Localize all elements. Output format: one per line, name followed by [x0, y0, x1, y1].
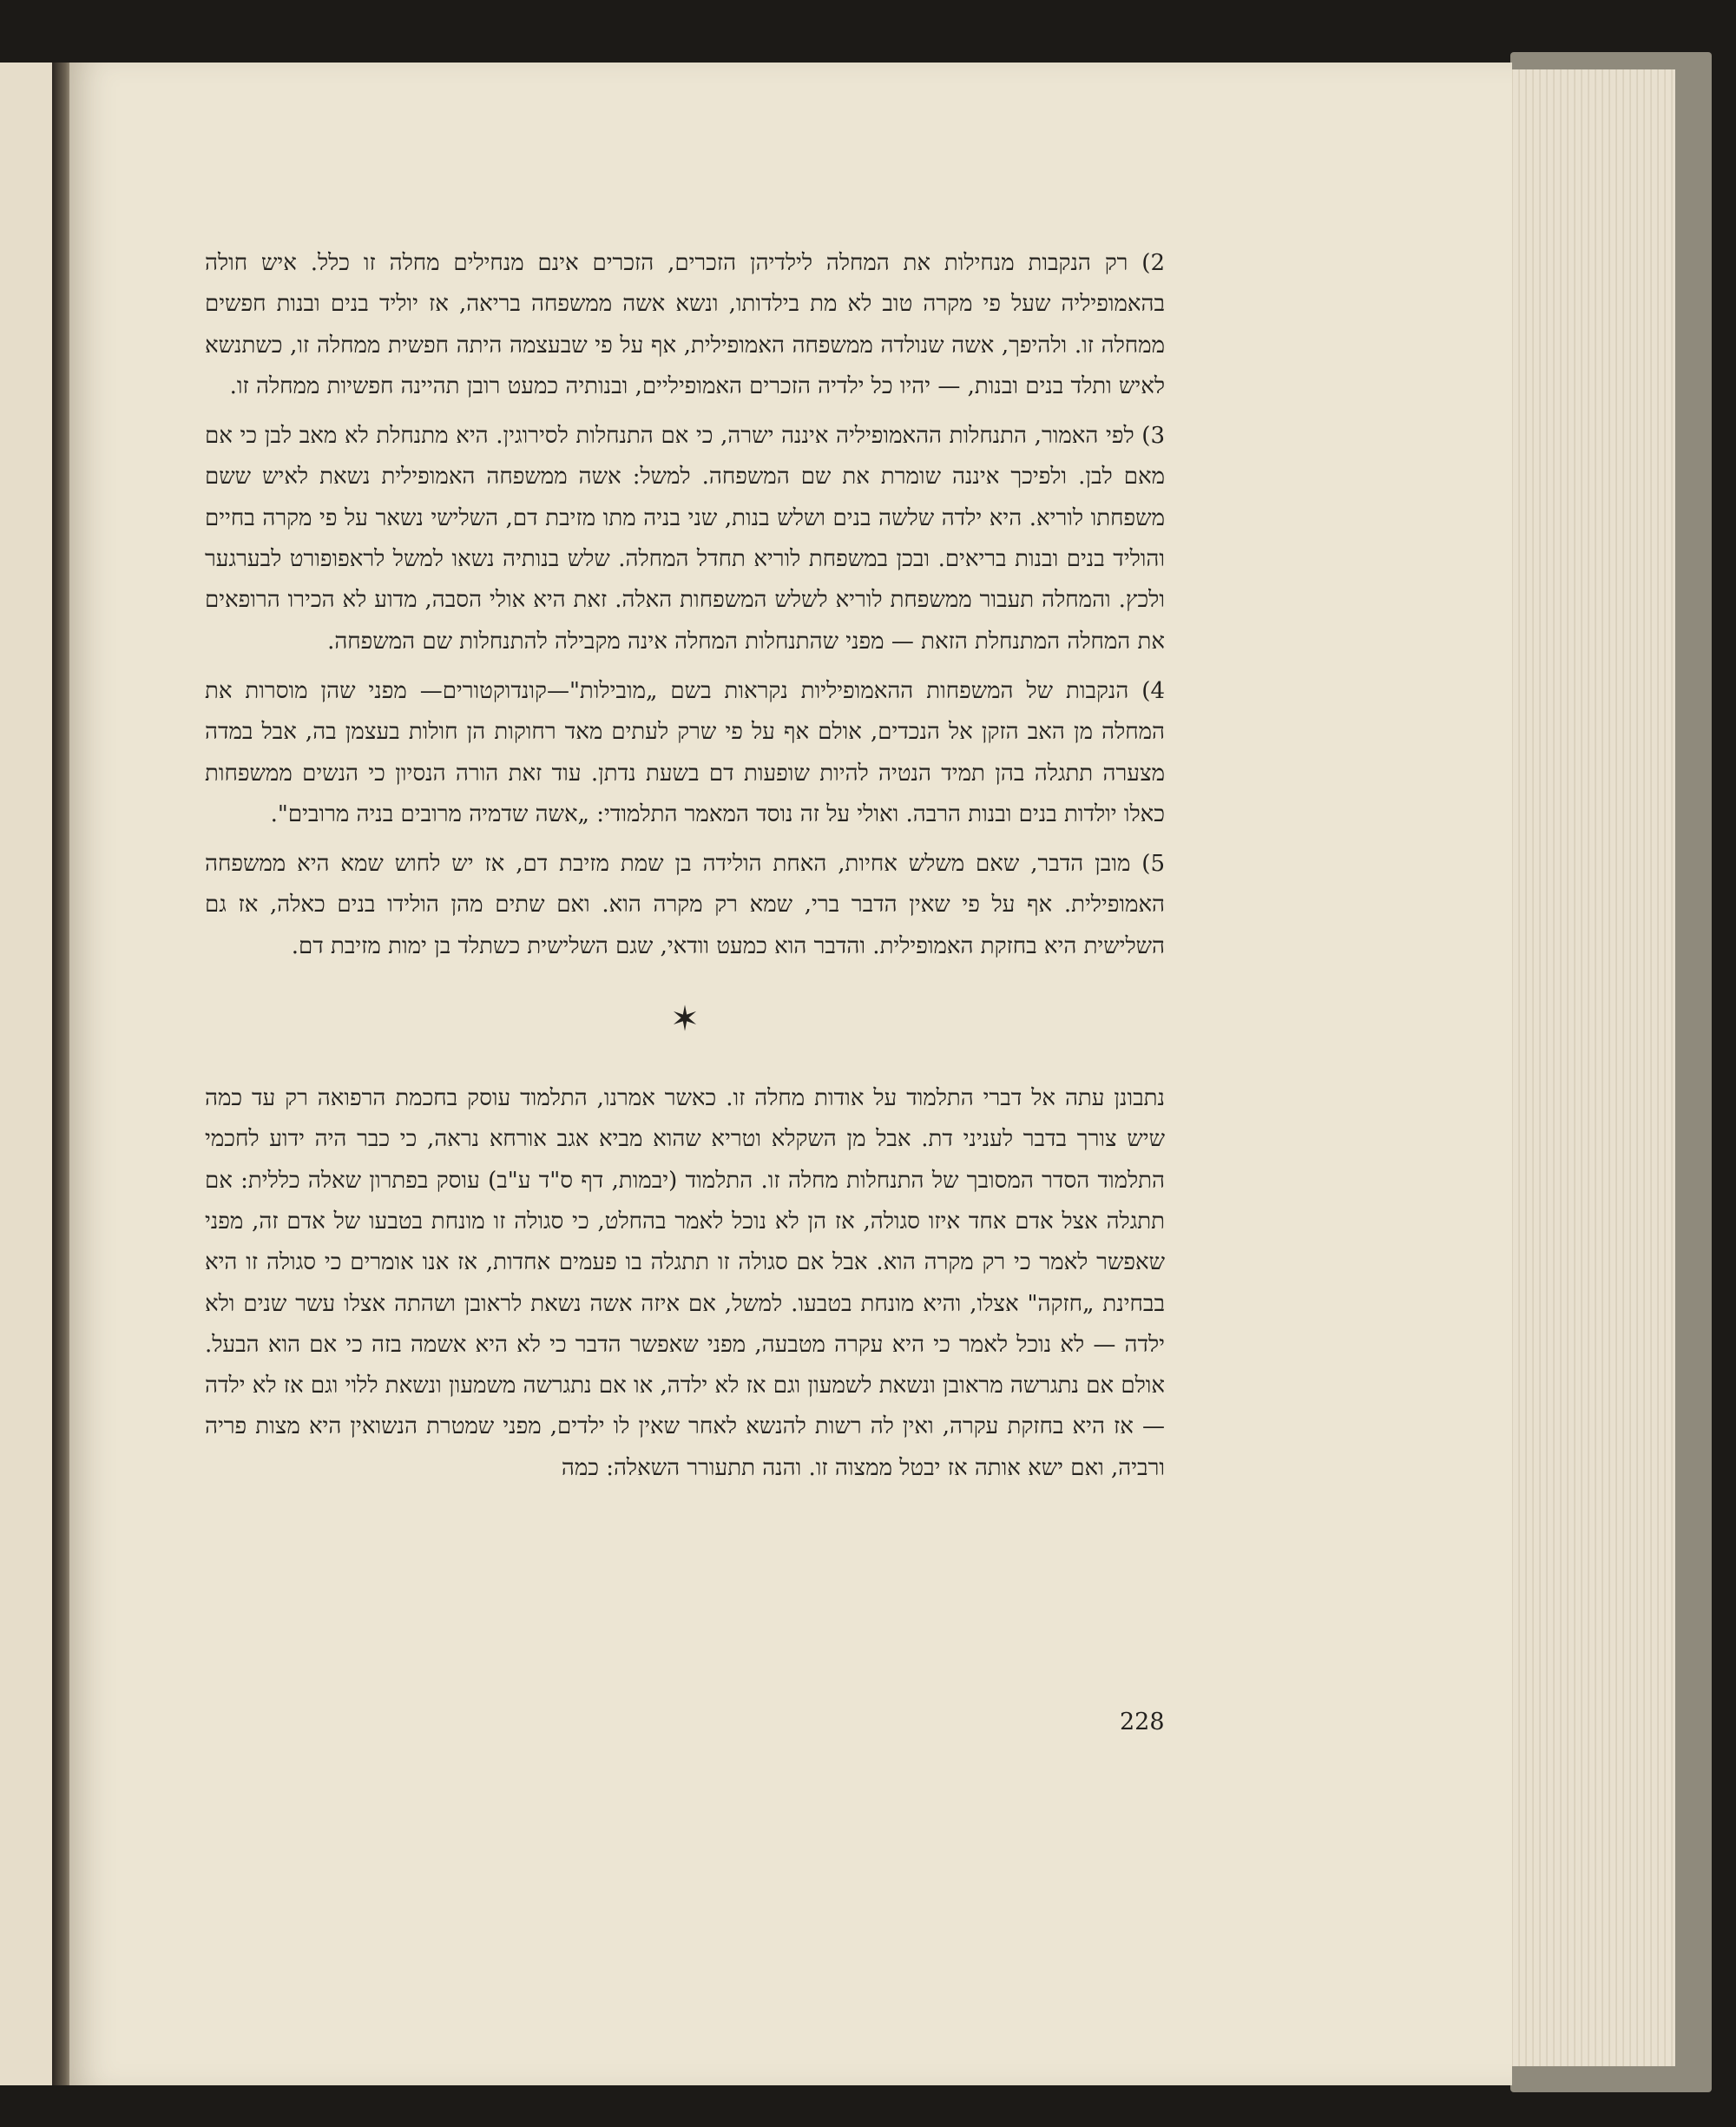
- paragraph-3: 3) לפי האמור, התנחלות ההאמופיליה איננה ישרה, כי אם התנחלות לסירוגין. היא מתנחלת לא מאב לבן כי אם מאם לבן. ולפיכך איננה שומרת את שם המשפחה. למשל: אשה ממשפחה האמופילית נשאת לאיש ששם משפחתו לוריא. היא ילדה שלשה בנים ושלש בנות, שני בניה מתו מזיבת דם, השלישי נשאר על פי מקרה בחיים והוליד בנים ובנות בריאים. ובכן במשפחת לוריא תחדל המחלה. שלש בנותיה נשאו למשל לראפופורט לבערגער ולכץ. והמחלה תעבור ממשפחת לוריא לשלש המשפחות האלה. זאת היא אולי הסבה, מדוע לא הכירו הרופאים את המחלה המתנחלת הזאת — מפני שהתנחלות המחלה אינה מקבילה להתנחלות שם המשפחה.: [205, 423, 1165, 655]
- paragraph-talmud: נתבונן עתה אל דברי התלמוד על אודות מחלה זו. כאשר אמרנו, התלמוד עוסק בחכמת הרפואה רק עד כמה שיש צורך בדבר לעניני דת. אבל מן השקלא וטריא שהוא מביא אגב אורחא נראה, כי כבר היה ידוע לחכמי התלמוד הסדר המסובך של התנחלות מחלה זו. התלמוד (יבמות, דף ס"ד ע"ב) עוסק בפתרון שאלה כללית: אם תתגלה אצל אדם אחד איזו סגולה, אז הן לא נוכל לאמר בהחלט, כי סגולה זו מונחת בטבעו של אדם זה, מפני שאפשר לאמר כי רק מקרה הוא. אבל אם סגולה זו תתגלה בו פעמים אחדות, אז אנו אומרים כי סגולה זו היא בבחינת „חזקה" אצלו, והיא מונחת בטבעו. למשל, אם איזה אשה נשאת לראובן ושהתה אצלו עשר שנים ולא ילדה — לא נוכל לאמר כי היא עקרה מטבעה, מפני שאפשר הדבר כי לא היא אשמה בזה כי אם הוא הבעל. אולם אם נתגרשה מראובן ונשאת לשמעון וגם אז לא ילדה, או אם נתגרשה משמעון ונשאת ללוי וגם אז לא ילדה — אז היא בחזקת עקרה, ואין לה רשות להנשא לאחר שאין לו ילדים, מפני שמטרת הנשואין היא מצות פריה ורביה, ואם ישא אותה אז יבטל ממצוה זו. והנה תתעורר השאלה: כמה: [205, 1085, 1165, 1481]
- page-edges: [1493, 69, 1675, 2066]
- paragraph-4: 4) הנקבות של המשפחות ההאמופיליות נקראות בשם „מובילות"—קונדוקטורים— מפני שהן מוסרות את המחלה מן האב הזקן אל הנכדים, אולם אף על פי שרק לעתים מאד רחוקות הן חולות בעצמן בה, אבל במדה מצערה תתגלה בהן תמיד הנטיה להיות שופעות דם בשעת נדתן. עוד זאת הורה הנסיון כי הנשים ממשפחות כאלו יולדות בנים ובנות הרבה. ואולי על זה נוסד המאמר התלמודי: „אשה שדמיה מרובים בניה מרובים".: [205, 677, 1165, 827]
- paragraph-2: 2) רק הנקבות מנחילות את המחלה לילדיהן הזכרים, הזכרים אינם מנחילים מחלה זו כלל. איש חולה בהאמופיליה שעל פי מקרה טוב לא מת בילדותו, ונשא אשה ממשפחה בריאה, אז יוליד בנים ובנות חפשים ממחלה זו. ולהיפך, אשה שנולדה ממשפחה האמופילית, אף על פי שבעצמה היתה חפשית ממחלה זו, כשתנשא לאיש ותלד בנים ובנות, — יהיו כל ילדיה הזכרים האמופיליים, ובנותיה כמעט רובן תהיינה חפשיות ממחלה זו.: [205, 250, 1165, 399]
- paragraph-5: 5) מובן הדבר, שאם משלש אחיות, האחת הולידה בן שמת מזיבת דם, אז יש לחוש שמא היא ממשפחה האמופילית. אף על פי שאין הדבר ברי, שמא רק מקרה הוא. ואם שתים מהן הולידו בנים כאלה, אז גם השלישית היא בחזקת האמופילית. והדבר הוא כמעט וודאי, שגם השלישית כשתלד בן ימות מזיבת דם.: [205, 851, 1165, 959]
- page-number: 228: [1120, 1709, 1165, 1735]
- section-separator-star: ✶: [670, 999, 700, 1040]
- page-text: [205, 243, 1165, 1489]
